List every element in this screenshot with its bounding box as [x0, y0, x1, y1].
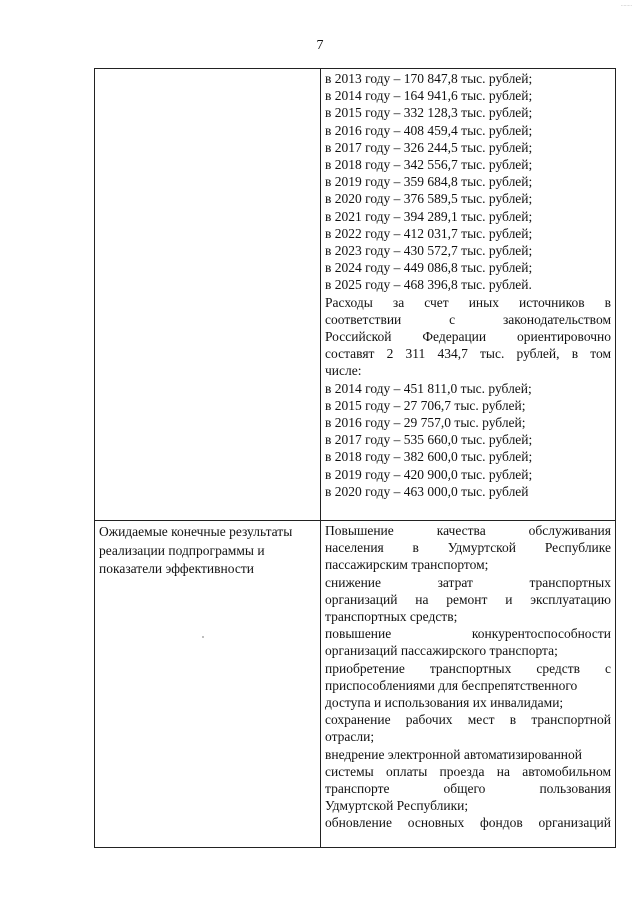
result-line: снижение затрат транспортных: [325, 574, 611, 590]
result-line: системы оплаты проезда на автомобильном: [325, 763, 611, 779]
budget-year-line: в 2017 году – 326 244,5 тыс. рублей;: [325, 139, 533, 155]
page-number: 7: [316, 38, 324, 53]
budget-year-line: в 2019 году – 359 684,8 тыс. рублей;: [325, 174, 533, 190]
budget-years-list: [325, 70, 611, 294]
result-line: Удмуртской Республики;: [325, 798, 469, 814]
result-line: транспорте общего пользования: [325, 781, 611, 797]
budget-year-line: в 2022 году – 412 031,7 тыс. рублей;: [325, 225, 533, 241]
other-year-line: в 2015 году – 27 706,7 тыс. рублей;: [325, 397, 526, 413]
table-row-financing: [95, 69, 616, 521]
result-line: доступа и использования их инвалидами;: [325, 695, 564, 711]
other-year-line: в 2018 году – 382 600,0 тыс. рублей;: [325, 449, 533, 465]
other-sources-line: Расходы за счет иных источников в: [325, 294, 611, 310]
result-line: пассажирским транспортом;: [325, 557, 489, 573]
other-year-line: в 2014 году – 451 811,0 тыс. рублей;: [325, 380, 532, 396]
results-heading-line: реализации подпрограммы и: [99, 542, 265, 558]
results-heading: [99, 522, 316, 578]
other-sources-paragraph: [325, 294, 611, 363]
result-line: транспортных средств;: [325, 609, 458, 625]
other-sources-tail: числе:: [325, 363, 362, 379]
result-line: внедрение электронной автоматизированной: [325, 746, 582, 762]
row1-left-cell: [95, 69, 321, 521]
other-sources-line: составят 2 311 434,7 тыс. рублей, в том: [325, 346, 611, 362]
result-line: обновление основных фондов организаций: [325, 815, 611, 831]
result-line: сохранение рабочих мест в транспортной: [325, 712, 611, 728]
result-line: отрасли;: [325, 729, 375, 745]
budget-year-line: в 2021 году – 394 289,1 тыс. рублей;: [325, 208, 533, 224]
table-row-results: [95, 521, 616, 848]
budget-year-line: в 2014 году – 164 941,6 тыс. рублей;: [325, 88, 533, 104]
budget-year-line: в 2023 году – 430 572,7 тыс. рублей;: [325, 243, 533, 259]
budget-year-line: в 2020 году – 376 589,5 тыс. рублей;: [325, 191, 533, 207]
result-line: Повышение качества обслуживания: [325, 523, 611, 538]
other-year-line: в 2017 году – 535 660,0 тыс. рублей;: [325, 432, 533, 448]
budget-year-line: в 2015 году – 332 128,3 тыс. рублей;: [325, 105, 533, 121]
results-list: [325, 522, 611, 832]
budget-year-line: в 2016 году – 408 459,4 тыс. рублей;: [325, 122, 533, 138]
scan-mark: ........: [620, 2, 632, 8]
result-line: организаций на ремонт и эксплуатацию: [325, 591, 611, 607]
other-sources-line: Российской Федерации ориентировочно: [325, 329, 611, 345]
row2-left-cell: [95, 521, 321, 848]
result-line: приспособлениями для беспрепятственного: [325, 677, 578, 693]
result-line: организаций пассажирского транспорта;: [325, 643, 558, 659]
result-line: приобретение транспортных средств с: [325, 660, 611, 676]
other-year-line: в 2016 году – 29 757,0 тыс. рублей;: [325, 415, 526, 431]
other-year-line: в 2020 году – 463 000,0 тыс. рублей: [325, 483, 529, 499]
budget-year-line: в 2024 году – 449 086,8 тыс. рублей;: [325, 260, 533, 276]
results-heading-line: Ожидаемые конечные результаты: [99, 524, 293, 539]
result-line: повышение конкурентоспособности: [325, 626, 611, 642]
passport-table: [94, 68, 616, 848]
other-years-list: [325, 380, 611, 500]
other-sources-line: соответствии с законодательством: [325, 311, 611, 327]
budget-year-line: в 2018 году – 342 556,7 тыс. рублей;: [325, 157, 533, 173]
result-line: населения в Удмуртской Республике: [325, 540, 611, 556]
row2-right-cell: [321, 521, 616, 848]
budget-year-line: в 2013 году – 170 847,8 тыс. рублей;: [325, 71, 533, 86]
other-year-line: в 2019 году – 420 900,0 тыс. рублей;: [325, 466, 533, 482]
results-heading-line: показатели эффективности: [99, 561, 254, 576]
scan-speck: [202, 636, 204, 638]
row1-right-cell: [321, 69, 616, 521]
budget-year-line: в 2025 году – 468 396,8 тыс. рублей.: [325, 277, 532, 293]
